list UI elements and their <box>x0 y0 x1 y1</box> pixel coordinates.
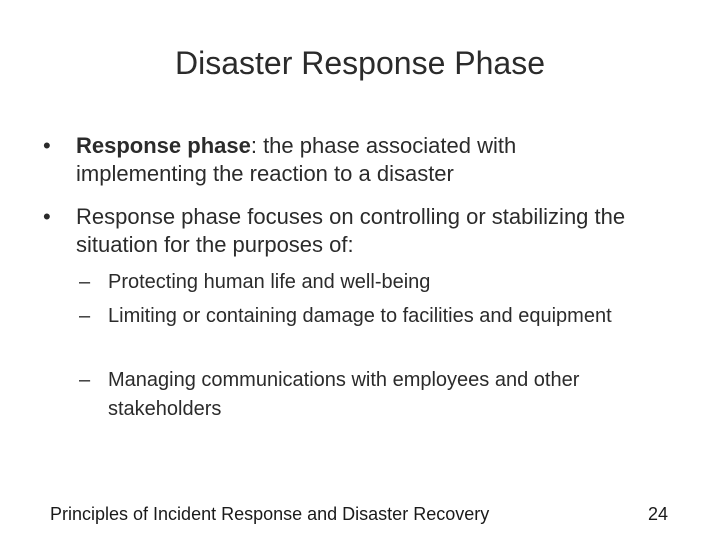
bullet-term: Response phase <box>76 133 251 158</box>
bullet-item <box>43 203 636 259</box>
sub-bullet-text: Protecting human life and well-being <box>108 271 431 293</box>
sub-bullet-text: Limiting or containing damage to facilities and equipment <box>108 305 612 327</box>
bullet-item <box>43 132 636 188</box>
sub-bullet-item <box>79 302 698 331</box>
sub-bullet-dash: – <box>79 369 91 391</box>
bullet-dot: • <box>43 133 51 158</box>
sub-bullet-text: Managing communications with employees and other stakeholders <box>108 369 580 420</box>
sub-bullet-item <box>79 366 698 424</box>
sub-bullet-dash: – <box>79 271 91 293</box>
page-number: 24 <box>648 504 669 524</box>
bullet-text: Response phase focuses on controlling or stabilizing the situation for the purposes of: <box>76 204 626 257</box>
slide-footer: Principles of Incident Response and Disaster Recovery <box>50 504 490 524</box>
bullet-dot: • <box>43 204 51 229</box>
sub-bullet-item <box>79 268 698 297</box>
slide-title: Disaster Response Phase <box>175 45 545 81</box>
bullet-text: : the phase associated with implementing the reaction to a disaster <box>76 133 517 186</box>
sub-bullet-dash: – <box>79 305 91 327</box>
